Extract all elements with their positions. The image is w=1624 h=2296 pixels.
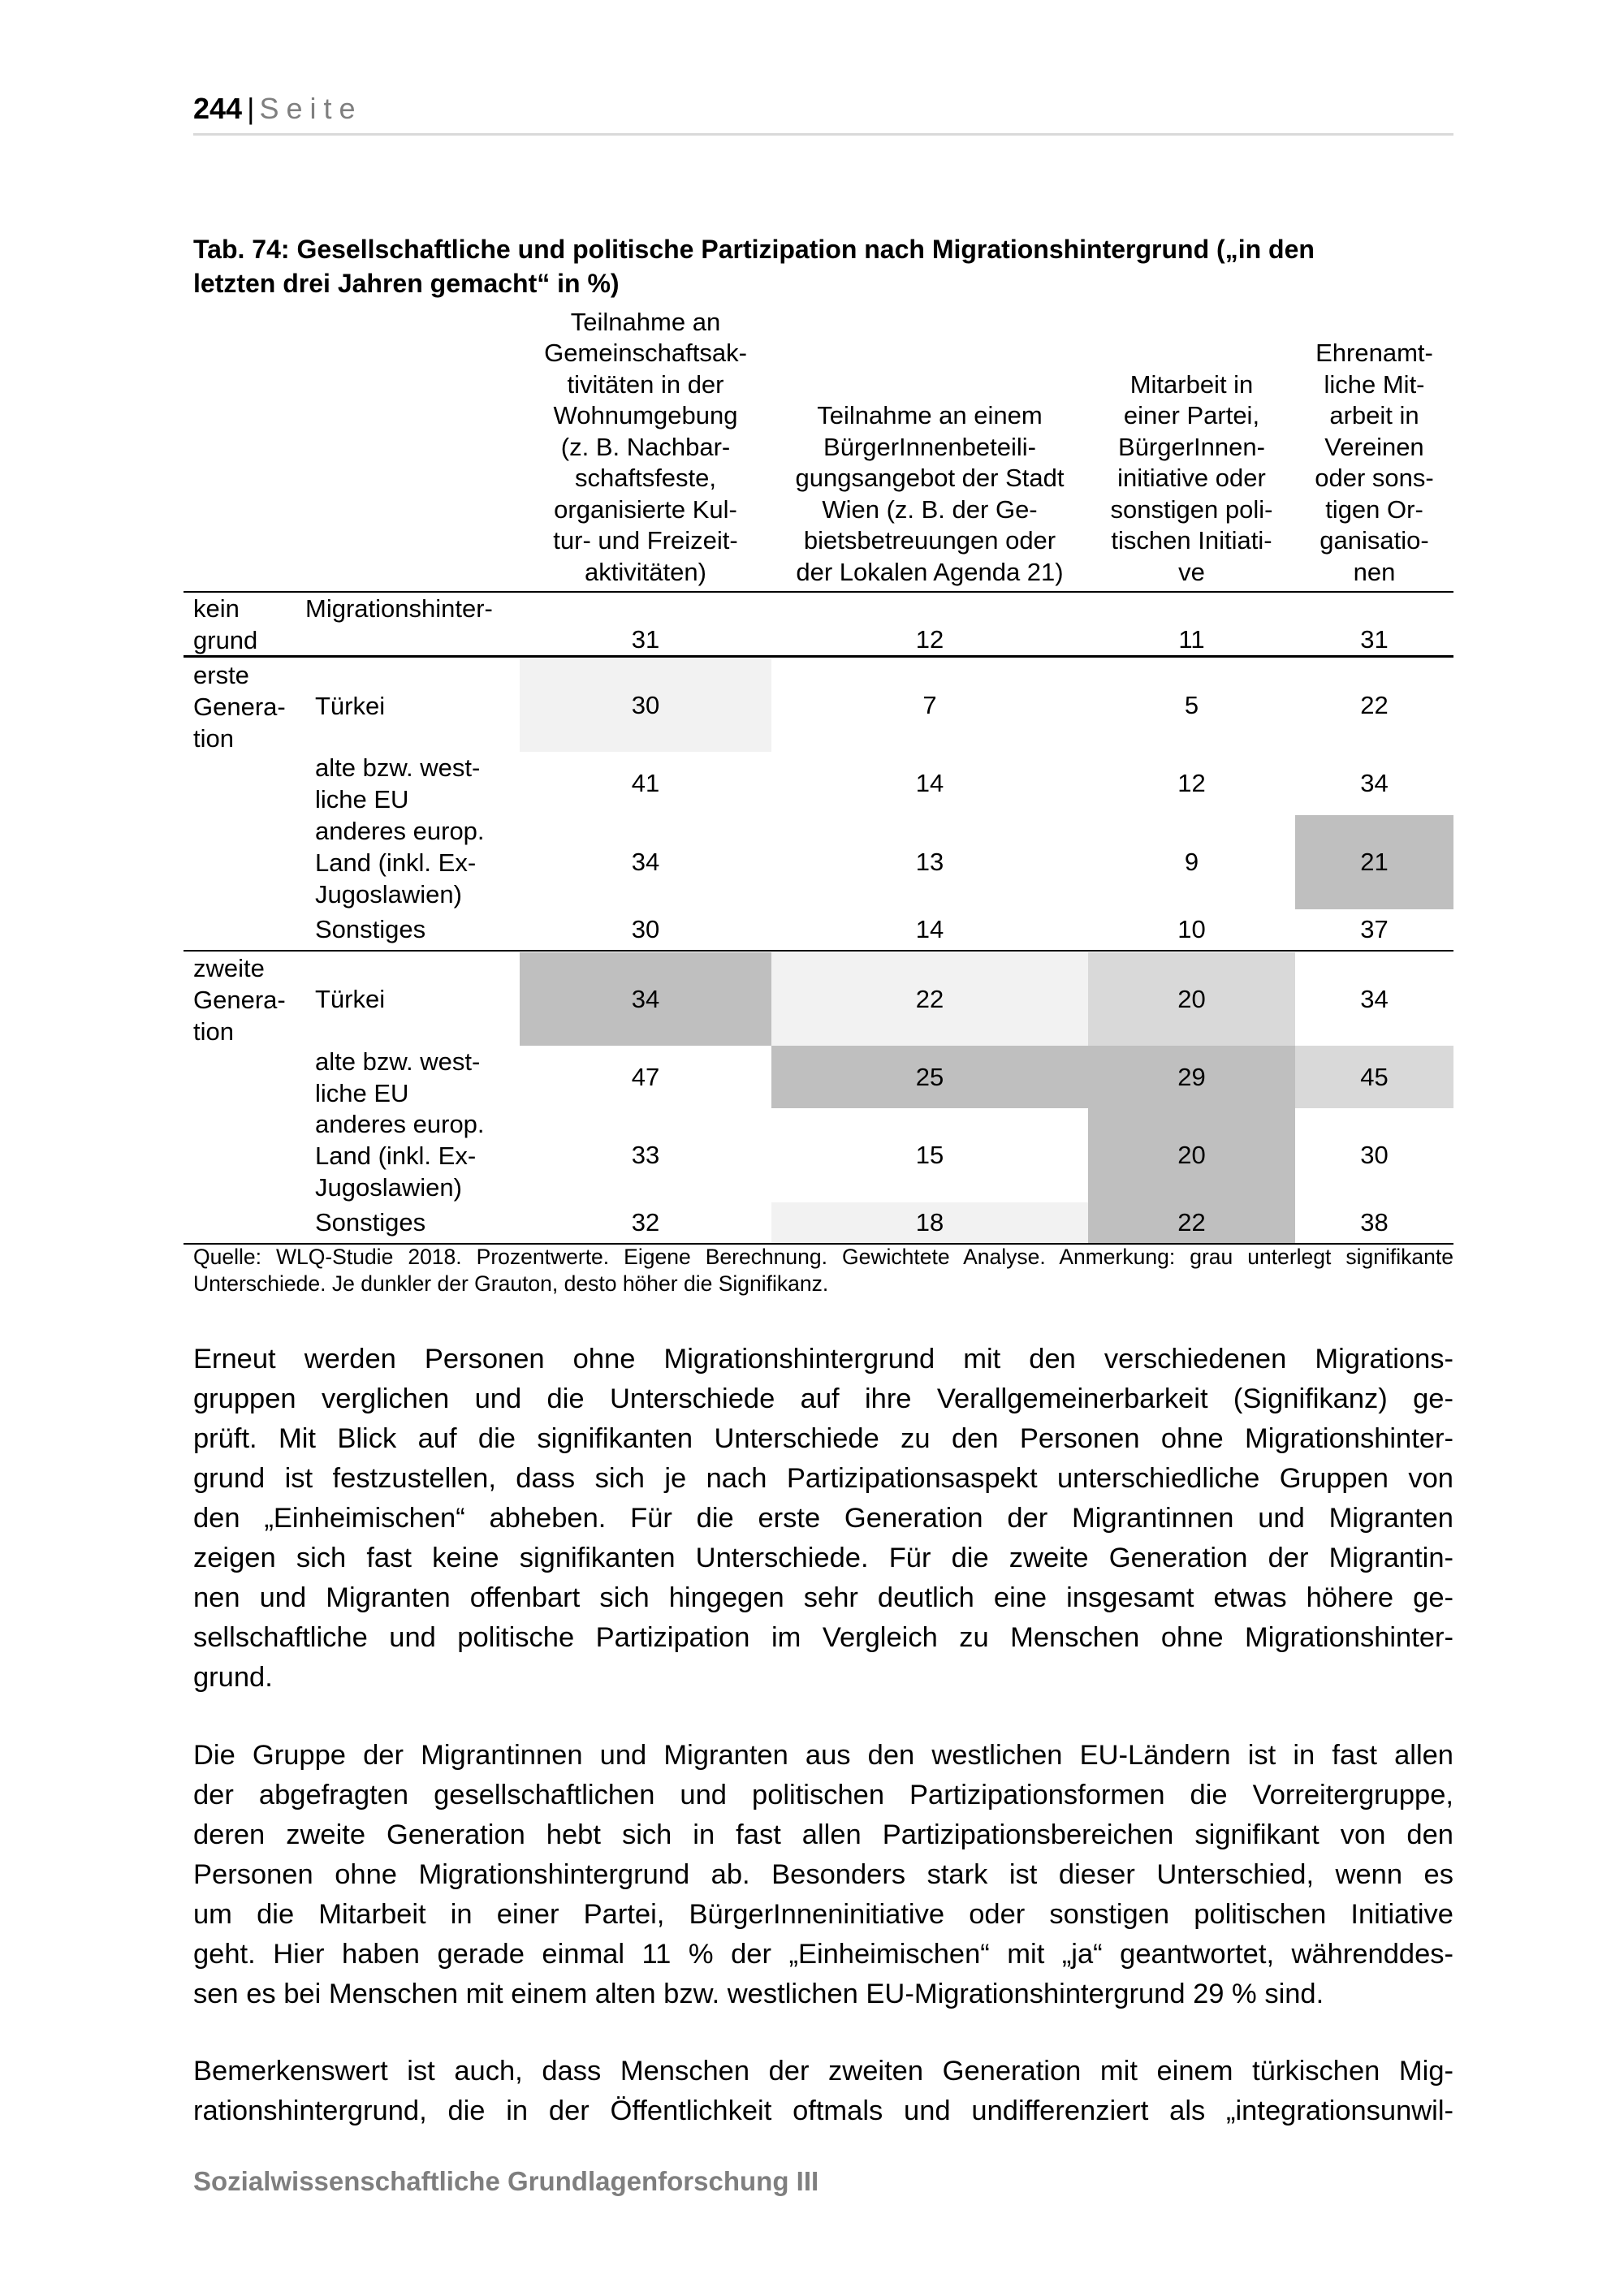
row-group-label bbox=[193, 593, 257, 656]
table-footnote: Quelle: WLQ-Studie 2018. Prozentwerte. Eigene Berechnung. Gewichtete Analyse. Anmerkung: grau unterlegt signifikante Unterschiede. Je dunkler der Grauton, desto höher die Signifikanz. bbox=[193, 1245, 1453, 1296]
table-row-zweite-sonstiges bbox=[184, 1202, 1453, 1243]
value-cell: 14 bbox=[915, 915, 944, 943]
body-paragraph-2 bbox=[193, 1736, 1453, 2014]
value-cell: 22 bbox=[1360, 691, 1389, 719]
text-line: rationshintergrund, die in der Öffentlichkeit oftmals und undifferenziert als „integrationsunwil- bbox=[193, 2095, 1453, 2126]
value-cell: 12 bbox=[1177, 769, 1206, 797]
value-cell: 29 bbox=[1088, 1046, 1295, 1108]
value-cell: 18 bbox=[771, 1202, 1088, 1243]
value-cell: 7 bbox=[922, 691, 937, 719]
header-line: arbeit in bbox=[1329, 401, 1419, 429]
value-cell: 22 bbox=[1088, 1202, 1295, 1243]
label-line: anderes europ. bbox=[315, 817, 485, 845]
value-cell: 31 bbox=[1360, 624, 1389, 654]
value-cell: 21 bbox=[1295, 815, 1453, 909]
text-line: geht. Hier haben gerade einmal 11 % der „Einheimischen“ mit „ja“ geantwortet, währenddes- bbox=[193, 1939, 1453, 1970]
page-number: 244 bbox=[193, 92, 243, 125]
header-line: liche Mit- bbox=[1324, 369, 1425, 399]
value-cell: 37 bbox=[1360, 915, 1389, 943]
header-line: BürgerInnen- bbox=[1118, 432, 1265, 461]
label-line: zweite bbox=[193, 954, 265, 982]
label-line: Sonstiges bbox=[315, 915, 426, 943]
header-line: schaftsfeste, bbox=[574, 464, 717, 492]
value-cell: 38 bbox=[1360, 1208, 1389, 1236]
header-line: Mitarbeit in bbox=[1129, 369, 1254, 399]
value-cell: 25 bbox=[771, 1046, 1088, 1108]
label-line: Genera- bbox=[193, 986, 286, 1014]
label-line: tion bbox=[193, 1017, 234, 1046]
header-line: tur- und Freizeit- bbox=[553, 526, 738, 555]
row-sub-label bbox=[315, 1206, 425, 1238]
value-cell: 20 bbox=[1088, 1108, 1295, 1202]
label-line: Migrationshinter- bbox=[305, 594, 493, 623]
header-line: Teilnahme an bbox=[570, 307, 721, 336]
header-line: gungsangebot der Stadt bbox=[795, 464, 1065, 492]
text-line: nen und Migranten offenbart sich hingegen sehr deutlich eine insgesamt etwas höhere ge- bbox=[193, 1582, 1453, 1613]
header-line: einer Partei, bbox=[1123, 401, 1260, 429]
table-title-line-2: letzten drei Jahren gemacht“ in %) bbox=[193, 269, 620, 298]
header-line: nen bbox=[1353, 557, 1396, 586]
row-sub-label bbox=[315, 983, 385, 1015]
table-row-erste-sonstiges bbox=[184, 909, 1453, 950]
header-line: Gemeinschaftsak- bbox=[544, 339, 747, 367]
header-line: BürgerInnenbeteili- bbox=[823, 432, 1036, 461]
row-sub-label bbox=[315, 690, 385, 722]
page-header bbox=[193, 91, 1453, 136]
value-cell: 45 bbox=[1295, 1046, 1453, 1108]
text-line: zeigen sich fast keine signifikanten Unterschiede. Für die zweite Generation der Migrantin- bbox=[193, 1543, 1453, 1573]
value-cell: 32 bbox=[631, 1208, 660, 1236]
text-line: den „Einheimischen“ abheben. Für die erste Generation der Migrantinnen und Migranten bbox=[193, 1503, 1453, 1534]
label-line: grund bbox=[193, 626, 258, 654]
value-cell: 12 bbox=[915, 624, 944, 654]
label-line: Türkei bbox=[315, 692, 386, 720]
row-group-label bbox=[193, 659, 286, 754]
header-line: Teilnahme an einem bbox=[817, 401, 1043, 429]
row-group-label bbox=[193, 952, 286, 1047]
value-cell: 14 bbox=[915, 769, 944, 797]
header-line: (z. B. Nachbar- bbox=[560, 432, 731, 461]
header-line: der Lokalen Agenda 21) bbox=[796, 557, 1064, 586]
value-cell: 15 bbox=[915, 1141, 944, 1169]
text-line: Bemerkenswert ist auch, dass Menschen der zweiten Generation mit einem türkischen Mig- bbox=[193, 2056, 1453, 2087]
table-row-zweite-anderes-europ-land bbox=[184, 1108, 1453, 1202]
row-sub-label bbox=[315, 815, 485, 910]
header-line: tischen Initiati- bbox=[1111, 526, 1272, 555]
header-line: oder sons- bbox=[1315, 464, 1434, 492]
text-line: grund ist festzustellen, dass sich je nach Partizipationsaspekt unterschiedliche Gruppen von bbox=[193, 1463, 1453, 1494]
label-line: Jugoslawien) bbox=[315, 880, 462, 908]
table-row-zweite-westliche-eu bbox=[184, 1046, 1453, 1108]
text-line: Personen ohne Migrationshintergrund ab. Besonders stark ist dieser Unterschied, wenn es bbox=[193, 1859, 1453, 1890]
table-title-line-1: Tab. 74: Gesellschaftliche und politische Partizipation nach Migrationshintergrund („in den bbox=[193, 235, 1315, 264]
table-row-erste-westliche-eu bbox=[184, 752, 1453, 815]
page-footer: Sozialwissenschaftliche Grundlagenforschung III bbox=[193, 2166, 819, 2196]
label-line: kein bbox=[193, 594, 240, 623]
row-sub-label bbox=[315, 913, 425, 945]
header-line: aktivitäten) bbox=[585, 557, 706, 586]
text-line: um die Mitarbeit in einer Partei, BürgerInneninitiative oder sonstigen politischen Initiative bbox=[193, 1899, 1453, 1930]
header-line: ganisatio- bbox=[1320, 526, 1429, 555]
text-line: gruppen verglichen und die Unterschiede auf ihre Verallgemeinerbarkeit (Signifikanz) ge- bbox=[193, 1383, 1453, 1414]
value-cell: 31 bbox=[631, 624, 660, 654]
header-line: ve bbox=[1178, 557, 1205, 586]
label-line: alte bzw. west- bbox=[315, 753, 481, 782]
value-cell: 34 bbox=[631, 848, 660, 876]
value-cell: 5 bbox=[1184, 691, 1199, 719]
column-header-gemeinschaft bbox=[520, 307, 771, 589]
column-header-buergerbeteiligung bbox=[771, 400, 1088, 588]
label-line: tion bbox=[193, 724, 234, 753]
row-divider bbox=[184, 950, 1453, 952]
header-line: bietsbetreuungen oder bbox=[803, 526, 1056, 555]
text-line: prüft. Mit Blick auf die signifikanten Unterschiede zu den Personen ohne Migrationshinter- bbox=[193, 1423, 1453, 1454]
value-cell: 30 bbox=[1360, 1141, 1389, 1169]
table-row-kein-migrationshintergrund bbox=[184, 593, 1453, 655]
text-line: deren zweite Generation hebt sich in fast allen Partizipationsbereichen signifikant von den bbox=[193, 1819, 1453, 1850]
label-line: liche EU bbox=[315, 1079, 409, 1107]
header-line: initiative oder bbox=[1117, 464, 1266, 492]
table-title bbox=[193, 232, 1453, 300]
value-cell: 30 bbox=[520, 659, 771, 752]
header-line: Wohnumgebung bbox=[553, 401, 738, 429]
value-cell: 10 bbox=[1177, 915, 1206, 943]
label-line: Sonstiges bbox=[315, 1208, 426, 1236]
label-line: erste bbox=[193, 661, 249, 689]
value-cell: 9 bbox=[1184, 848, 1199, 876]
table-row-erste-anderes-europ-land bbox=[184, 815, 1453, 909]
value-cell: 34 bbox=[520, 952, 771, 1046]
header-line: Vereinen bbox=[1324, 432, 1424, 461]
value-cell: 47 bbox=[631, 1062, 660, 1091]
label-line: alte bzw. west- bbox=[315, 1047, 481, 1076]
header-line: tigen Or- bbox=[1325, 494, 1423, 524]
page-word: Seite bbox=[259, 92, 363, 125]
label-line: Jugoslawien) bbox=[315, 1173, 462, 1202]
label-line: liche EU bbox=[315, 785, 409, 814]
header-line: sonstigen poli- bbox=[1110, 494, 1273, 524]
value-cell: 34 bbox=[1360, 769, 1389, 797]
header-line: Wien (z. B. der Ge- bbox=[822, 494, 1038, 524]
column-header-ehrenamt bbox=[1295, 338, 1453, 588]
label-line: anderes europ. bbox=[315, 1110, 485, 1138]
row-sub-label bbox=[315, 1108, 485, 1203]
label-line: Land (inkl. Ex- bbox=[315, 848, 477, 877]
text-line: sellschaftliche und politische Partizipation im Vergleich zu Menschen ohne Migrationshinter- bbox=[193, 1622, 1453, 1653]
value-cell: 41 bbox=[631, 769, 660, 797]
header-separator: | bbox=[247, 92, 255, 125]
text-line: Erneut werden Personen ohne Migrationshintergrund mit den verschiedenen Migrations- bbox=[193, 1344, 1453, 1375]
label-line: Land (inkl. Ex- bbox=[315, 1142, 477, 1170]
value-cell: 13 bbox=[915, 848, 944, 876]
table-row-erste-tuerkei bbox=[184, 659, 1453, 752]
table-header bbox=[184, 302, 1453, 593]
text-line: der abgefragten gesellschaftlichen und politischen Partizipationsformen die Vorreitergruppe, bbox=[193, 1780, 1453, 1810]
body-paragraph-1 bbox=[193, 1340, 1453, 1698]
header-line: organisierte Kul- bbox=[554, 494, 737, 524]
header-line: tivitäten in der bbox=[567, 369, 724, 399]
label-line: Genera- bbox=[193, 693, 286, 721]
row-divider bbox=[184, 655, 1453, 658]
value-cell: 30 bbox=[631, 915, 660, 943]
label-line: Türkei bbox=[315, 985, 386, 1013]
text-line: sen es bei Menschen mit einem alten bzw. westlichen EU-Migrationshintergrund 29 % sind. bbox=[193, 1979, 1324, 2009]
value-cell: 22 bbox=[771, 952, 1088, 1046]
text-line: grund. bbox=[193, 1662, 273, 1693]
text-line: Die Gruppe der Migrantinnen und Migranten aus den westlichen EU-Ländern ist in fast allen bbox=[193, 1740, 1453, 1771]
row-sub-label bbox=[305, 593, 493, 624]
value-cell: 33 bbox=[631, 1141, 660, 1169]
row-sub-label bbox=[315, 1046, 480, 1109]
header-line: Ehrenamt- bbox=[1315, 339, 1433, 367]
row-sub-label bbox=[315, 752, 480, 815]
value-cell: 34 bbox=[1360, 984, 1389, 1013]
value-cell: 20 bbox=[1088, 952, 1295, 1046]
column-header-partei bbox=[1088, 369, 1295, 589]
body-paragraph-3 bbox=[193, 2052, 1453, 2131]
value-cell: 11 bbox=[1178, 624, 1205, 654]
table-row-zweite-tuerkei bbox=[184, 952, 1453, 1046]
